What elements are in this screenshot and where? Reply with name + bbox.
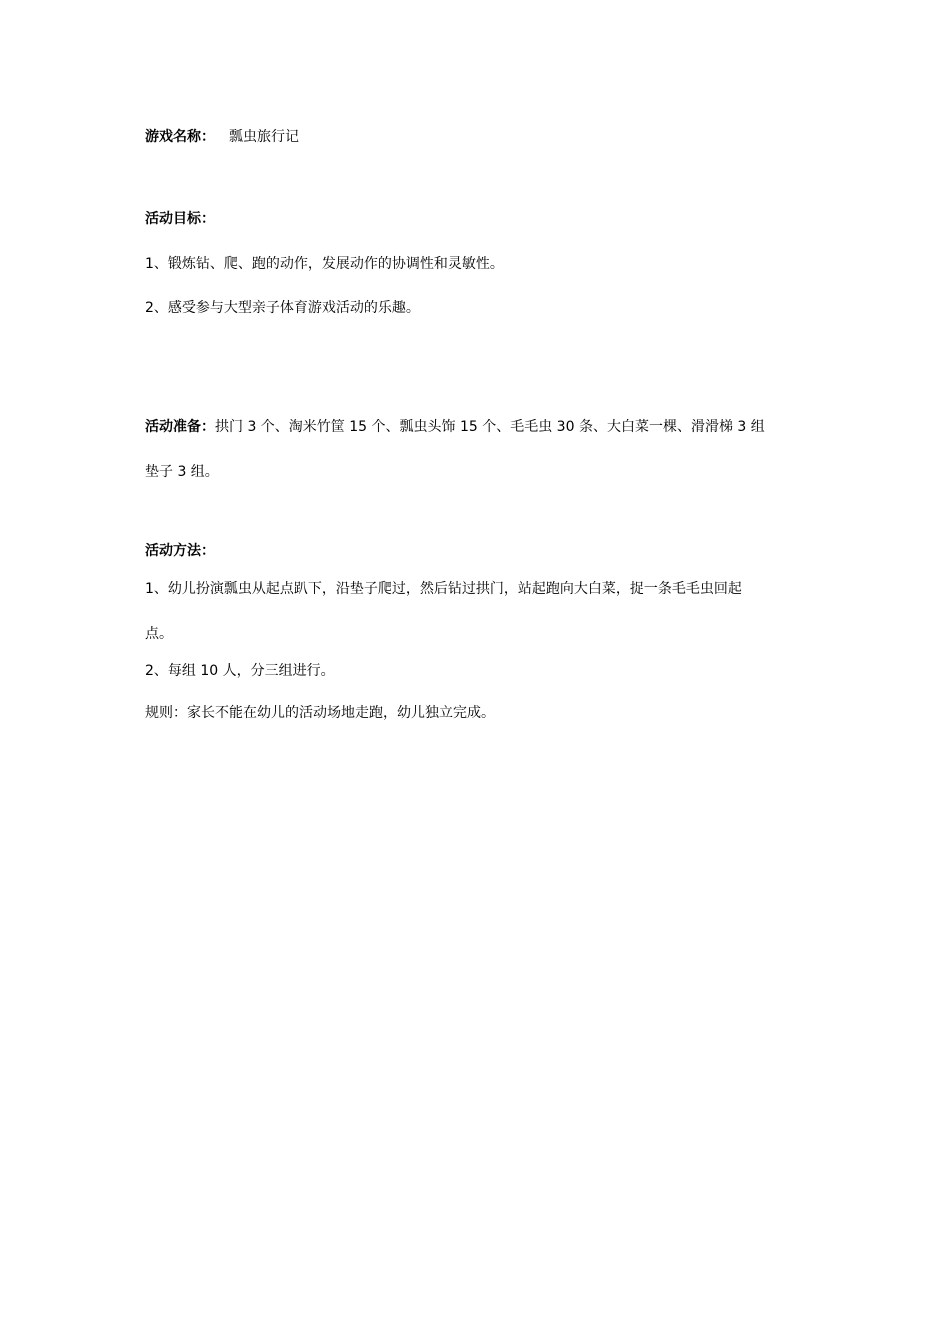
method-item-1-line-2: 点。 — [145, 626, 173, 642]
preparation-line-1 — [145, 417, 815, 437]
game-name-line — [145, 127, 815, 147]
preparation-text: 拱门 3 个、淘米竹筐 15 个、瓢虫头饰 15 个、毛毛虫 30 条、大白菜一棵、滑滑梯 3 组 — [215, 419, 765, 435]
method-item-1-line-1: 1、幼儿扮演瓢虫从起点趴下，沿垫子爬过，然后钻过拱门，站起跑向大白菜，捉一条毛毛虫回起 — [145, 581, 742, 597]
game-name-value: 瓢虫旅行记 — [229, 129, 299, 145]
method-item-2: 2、每组 10 人，分三组进行。 — [145, 663, 335, 679]
preparation-label: 活动准备： — [145, 419, 215, 435]
goal-item-1: 1、锻炼钻、爬、跑的动作，发展动作的协调性和灵敏性。 — [145, 256, 504, 272]
game-name-label: 游戏名称： — [145, 129, 215, 145]
method-rule: 规则：家长不能在幼儿的活动场地走跑，幼儿独立完成。 — [145, 705, 495, 721]
goals-heading: 活动目标： — [145, 211, 215, 227]
preparation-line-2: 垫子 3 组。 — [145, 464, 219, 480]
goal-item-2: 2、感受参与大型亲子体育游戏活动的乐趣。 — [145, 300, 420, 316]
method-heading: 活动方法： — [145, 543, 215, 559]
